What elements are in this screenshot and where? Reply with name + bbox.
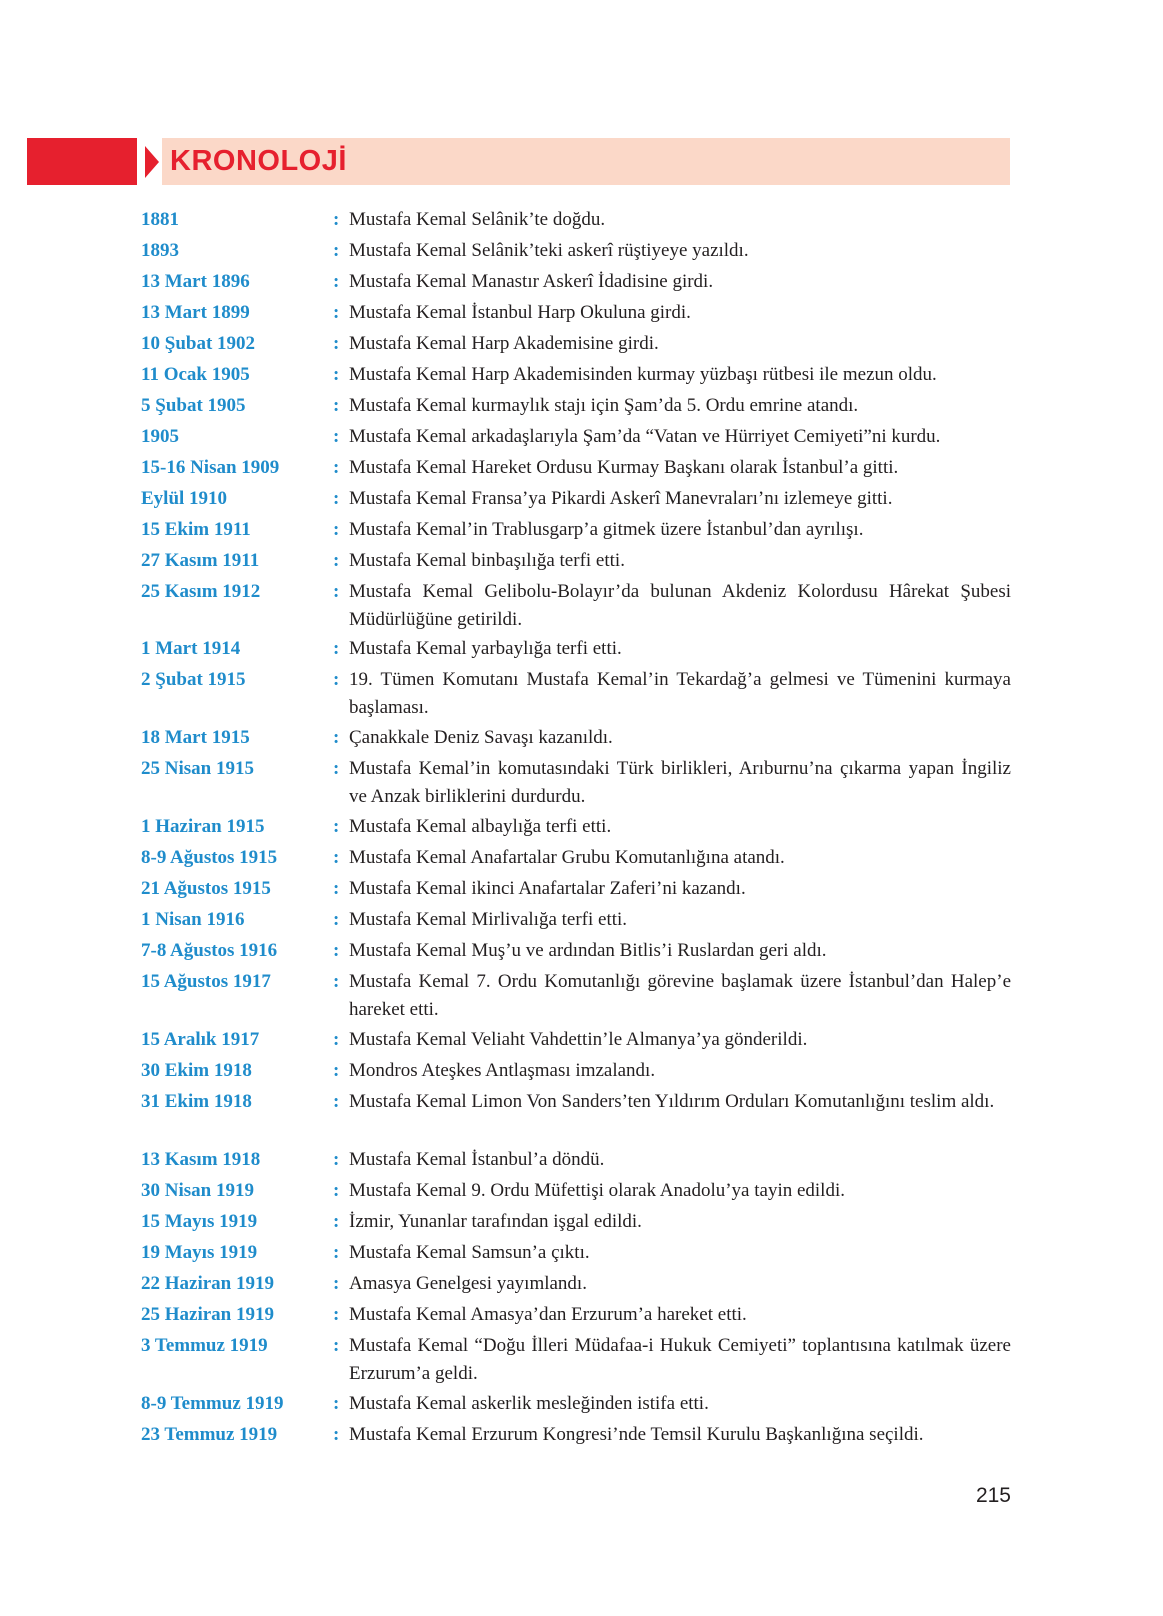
entry-date: 22 Haziran 1919 [141,1273,274,1294]
entry-text: Mustafa Kemal arkadaşlarıyla Şam’da “Vatan ve Hürriyet Cemiyeti”ni kurdu. [349,426,941,447]
entry-separator: : [333,727,340,748]
entry-separator: : [333,1393,340,1414]
entry-date: 25 Haziran 1919 [141,1304,274,1325]
entry-text: Mustafa Kemal Selânik’teki askerî rüştiyeye yazıldı. [349,240,749,261]
entry-text: Amasya Genelgesi yayımlandı. [349,1273,587,1294]
entry-text: Mustafa Kemal ikinci Anafartalar Zaferi’ni kazandı. [349,878,746,899]
entry-separator: : [333,816,340,837]
header-red-block [27,138,137,185]
entry-separator: : [333,395,340,416]
entry-text: Mustafa Kemal Anafartalar Grubu Komutanlığına atandı. [349,847,785,868]
entry-date: 3 Temmuz 1919 [141,1335,268,1356]
entry-text: Mustafa Kemal kurmaylık stajı için Şam’da 5. Ordu emrine atandı. [349,395,859,416]
entry-date: Eylül 1910 [141,488,228,509]
entry-separator: : [333,1304,340,1325]
entry-date: 27 Kasım 1911 [141,550,260,571]
entry-date: 23 Temmuz 1919 [141,1424,278,1445]
entry-text: Mustafa Kemal Gelibolu-Bolayır’da bulunan Akdeniz Kolordusu Hârekat Şubesi Müdürlüğüne getirildi. [349,581,1011,630]
entry-text: Mustafa Kemal Mirlivalığa terfi etti. [349,909,628,930]
entry-date: 13 Kasım 1918 [141,1149,261,1170]
entry-separator: : [333,1273,340,1294]
entry-date: 11 Ocak 1905 [141,364,250,385]
entry-date: 25 Nisan 1915 [141,758,254,779]
entry-date: 15 Ağustos 1917 [141,971,271,992]
entry-text: Mustafa Kemal Samsun’a çıktı. [349,1242,590,1263]
entry-separator: : [333,669,340,690]
entry-date: 13 Mart 1899 [141,302,250,323]
page-title: KRONOLOJİ [170,145,347,177]
page-number: 215 [975,1484,1011,1507]
entry-text: Mustafa Kemal Amasya’dan Erzurum’a hareket etti. [349,1304,747,1325]
entry-separator: : [333,1149,340,1170]
entry-separator: : [333,271,340,292]
entry-separator: : [333,519,340,540]
entry-separator: : [333,1335,340,1356]
entry-text: Mustafa Kemal “Doğu İlleri Müdafaa-i Hukuk Cemiyeti” toplantısına katılmak üzere Erzurum’a geldi. [349,1335,1011,1384]
entry-text: Mustafa Kemal askerlik mesleğinden istifa etti. [349,1393,709,1414]
entry-separator: : [333,581,340,602]
entry-date: 1 Haziran 1915 [141,816,265,837]
entry-text: Mustafa Kemal binbaşılığa terfi etti. [349,550,625,571]
entry-separator: : [333,1029,340,1050]
entry-separator: : [333,1424,340,1445]
entry-date: 30 Ekim 1918 [141,1060,252,1081]
entry-text: 19. Tümen Komutanı Mustafa Kemal’in Tekardağ’a gelmesi ve Tümenini kurmaya başlaması. [349,669,1011,718]
entry-date: 25 Kasım 1912 [141,581,261,602]
entry-date: 30 Nisan 1919 [141,1180,254,1201]
entry-separator: : [333,1242,340,1263]
entry-text: Mustafa Kemal 9. Ordu Müfettişi olarak Anadolu’ya tayin edildi. [349,1180,845,1201]
entry-separator: : [333,302,340,323]
entry-text: Mondros Ateşkes Antlaşması imzalandı. [349,1060,656,1081]
entry-date: 7-8 Ağustos 1916 [141,940,278,961]
entry-separator: : [333,940,340,961]
entry-text: Mustafa Kemal Hareket Ordusu Kurmay Başkanı olarak İstanbul’a gitti. [349,457,899,478]
entry-date: 1881 [141,209,179,230]
entry-text: Mustafa Kemal’in Trablusgarp’a gitmek üzere İstanbul’dan ayrılışı. [349,519,864,540]
entry-text: Mustafa Kemal Erzurum Kongresi’nde Temsil Kurulu Başkanlığına seçildi. [349,1424,924,1445]
entry-text: Mustafa Kemal albaylığa terfi etti. [349,816,612,837]
header-arrow-icon [145,146,159,178]
entry-separator: : [333,333,340,354]
entry-separator: : [333,1211,340,1232]
entry-separator: : [333,847,340,868]
entry-date: 10 Şubat 1902 [141,333,256,354]
entry-text: Mustafa Kemal 7. Ordu Komutanlığı görevine başlamak üzere İstanbul’dan Halep’e hareket etti. [349,971,1011,1020]
entry-text: Mustafa Kemal Harp Akademisinden kurmay yüzbaşı rütbesi ile mezun oldu. [349,364,937,385]
entry-text: Mustafa Kemal Limon Von Sanders’ten Yıldırım Orduları Komutanlığını teslim aldı. [349,1091,995,1112]
entry-date: 2 Şubat 1915 [141,669,246,690]
entry-date: 18 Mart 1915 [141,727,250,748]
entry-separator: : [333,878,340,899]
entry-text: Mustafa Kemal Harp Akademisine girdi. [349,333,659,354]
entry-separator: : [333,1091,340,1112]
entry-separator: : [333,240,340,261]
entry-text: Mustafa Kemal Veliaht Vahdettin’le Almanya’ya gönderildi. [349,1029,808,1050]
entry-separator: : [333,550,340,571]
entry-text: Mustafa Kemal İstanbul Harp Okuluna girdi. [349,302,691,323]
entry-separator: : [333,1060,340,1081]
entry-separator: : [333,909,340,930]
entry-text: Mustafa Kemal yarbaylığa terfi etti. [349,638,622,659]
entry-text: Mustafa Kemal Manastır Askerî İdadisine girdi. [349,271,714,292]
entry-separator: : [333,971,340,992]
entry-date: 8-9 Ağustos 1915 [141,847,278,868]
entry-text: Çanakkale Deniz Savaşı kazanıldı. [349,727,613,748]
entry-separator: : [333,488,340,509]
entry-date: 1 Nisan 1916 [141,909,245,930]
entry-date: 1 Mart 1914 [141,638,241,659]
entry-text: Mustafa Kemal Muş’u ve ardından Bitlis’i Ruslardan geri aldı. [349,940,827,961]
entry-date: 5 Şubat 1905 [141,395,246,416]
entry-separator: : [333,1180,340,1201]
entry-date: 15 Ekim 1911 [141,519,251,540]
entry-date: 13 Mart 1896 [141,271,250,292]
entry-text: İzmir, Yunanlar tarafından işgal edildi. [349,1211,642,1232]
entry-separator: : [333,426,340,447]
entry-date: 1893 [141,240,179,261]
entry-separator: : [333,364,340,385]
entry-date: 19 Mayıs 1919 [141,1242,258,1263]
entry-date: 1905 [141,426,179,447]
entry-date: 8-9 Temmuz 1919 [141,1393,284,1414]
entry-separator: : [333,457,340,478]
entry-separator: : [333,209,340,230]
entry-text: Mustafa Kemal Selânik’te doğdu. [349,209,606,230]
entry-date: 15 Aralık 1917 [141,1029,260,1050]
entry-text: Mustafa Kemal İstanbul’a döndü. [349,1149,605,1170]
entry-text: Mustafa Kemal’in komutasındaki Türk birlikleri, Arıburnu’na çıkarma yapan İngiliz ve Anzak birliklerini durdurdu. [349,758,1011,807]
entry-date: 15-16 Nisan 1909 [141,457,280,478]
entry-separator: : [333,758,340,779]
entry-date: 21 Ağustos 1915 [141,878,271,899]
entry-text: Mustafa Kemal Fransa’ya Pikardi Askerî Manevraları’nı izlemeye gitti. [349,488,893,509]
entry-date: 15 Mayıs 1919 [141,1211,258,1232]
entry-date: 31 Ekim 1918 [141,1091,252,1112]
entry-separator: : [333,638,340,659]
